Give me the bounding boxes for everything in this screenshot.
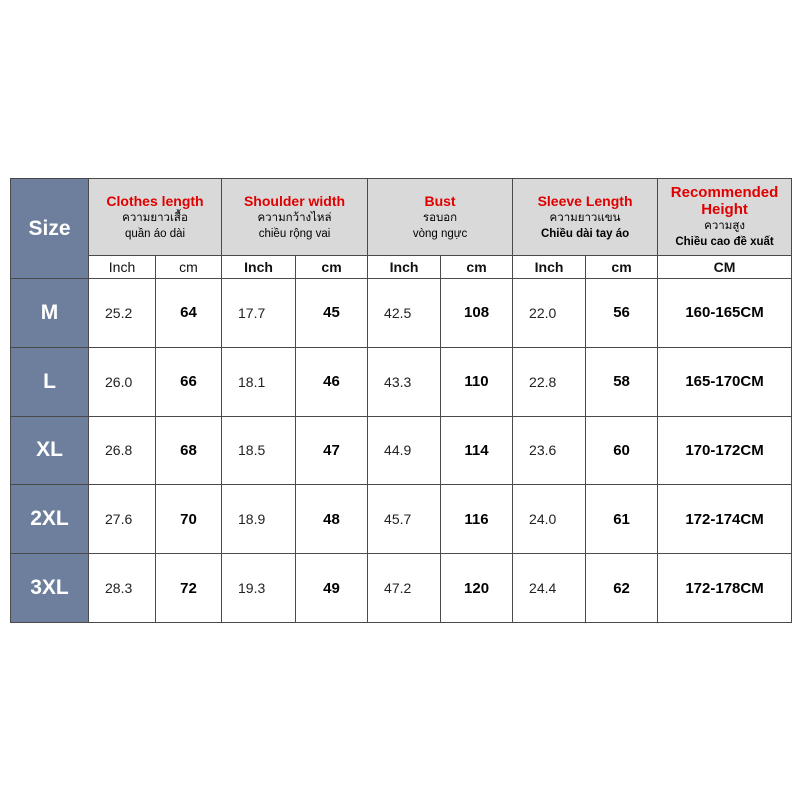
sleeve-length-th: ความยาวแขน — [549, 211, 621, 224]
height-cell: 165-170CM — [658, 347, 792, 416]
bust-cm-cell: 114 — [441, 416, 513, 485]
unit-shoulder-inch: Inch — [222, 256, 296, 279]
height-cell: 160-165CM — [658, 279, 792, 348]
bust-header — [368, 179, 513, 256]
height-cell: 172-174CM — [658, 485, 792, 554]
clothes-inch-cell: 26.8 — [89, 416, 156, 485]
unit-height-cm: CM — [658, 256, 792, 279]
clothes-length-vi: quần áo dài — [124, 227, 186, 240]
clothes-length-title: Clothes length — [106, 192, 204, 209]
shoulder-width-header — [222, 179, 368, 256]
height-cell: 170-172CM — [658, 416, 792, 485]
shoulder-width-th: ความกว้างไหล่ — [257, 211, 332, 224]
shoulder-width-title: Shoulder width — [243, 192, 346, 209]
shoulder-inch-cell: 17.7 — [222, 279, 296, 348]
clothes-cm-cell: 68 — [156, 416, 222, 485]
table-row — [11, 347, 792, 416]
shoulder-inch-cell: 18.9 — [222, 485, 296, 554]
unit-clothes-cm: cm — [156, 256, 222, 279]
sleeve-cm-cell: 58 — [586, 347, 658, 416]
bust-inch-cell: 47.2 — [368, 554, 441, 623]
clothes-cm-cell: 70 — [156, 485, 222, 554]
bust-cm-cell: 120 — [441, 554, 513, 623]
bust-cm-cell: 116 — [441, 485, 513, 554]
table-row — [11, 485, 792, 554]
clothes-cm-cell: 72 — [156, 554, 222, 623]
size-column-header: Size — [11, 179, 89, 279]
clothes-cm-cell: 64 — [156, 279, 222, 348]
sleeve-cm-cell: 62 — [586, 554, 658, 623]
unit-bust-inch: Inch — [368, 256, 441, 279]
sleeve-cm-cell: 61 — [586, 485, 658, 554]
size-chart-table — [10, 178, 792, 623]
bust-title: Bust — [424, 192, 456, 209]
table-row — [11, 416, 792, 485]
sleeve-inch-cell: 24.0 — [513, 485, 586, 554]
bust-cm-cell: 110 — [441, 347, 513, 416]
size-cell: XL — [11, 416, 89, 485]
size-cell: M — [11, 279, 89, 348]
table-row — [11, 554, 792, 623]
size-cell: L — [11, 347, 89, 416]
bust-inch-cell: 45.7 — [368, 485, 441, 554]
unit-shoulder-cm: cm — [296, 256, 368, 279]
shoulder-cm-cell: 45 — [296, 279, 368, 348]
unit-sleeve-cm: cm — [586, 256, 658, 279]
recommended-height-vi: Chiều cao đề xuất — [675, 236, 774, 248]
table-row — [11, 279, 792, 348]
shoulder-cm-cell: 48 — [296, 485, 368, 554]
shoulder-cm-cell: 47 — [296, 416, 368, 485]
size-cell: 2XL — [11, 485, 89, 554]
clothes-inch-cell: 25.2 — [89, 279, 156, 348]
clothes-length-th: ความยาวเสื้อ — [122, 211, 188, 224]
recommended-height-header — [658, 179, 792, 256]
bust-vi: vòng ngực — [412, 227, 468, 240]
sleeve-length-header — [513, 179, 658, 256]
recommended-height-th: ความสูง — [704, 220, 745, 232]
sleeve-cm-cell: 60 — [586, 416, 658, 485]
height-cell: 172-178CM — [658, 554, 792, 623]
sleeve-length-title: Sleeve Length — [537, 192, 633, 209]
clothes-cm-cell: 66 — [156, 347, 222, 416]
clothes-inch-cell: 27.6 — [89, 485, 156, 554]
bust-inch-cell: 43.3 — [368, 347, 441, 416]
bust-inch-cell: 42.5 — [368, 279, 441, 348]
unit-bust-cm: cm — [441, 256, 513, 279]
bust-cm-cell: 108 — [441, 279, 513, 348]
shoulder-inch-cell: 19.3 — [222, 554, 296, 623]
clothes-length-header — [89, 179, 222, 256]
shoulder-width-vi: chiều rộng vai — [258, 227, 331, 240]
bust-inch-cell: 44.9 — [368, 416, 441, 485]
shoulder-cm-cell: 46 — [296, 347, 368, 416]
sleeve-inch-cell: 24.4 — [513, 554, 586, 623]
clothes-inch-cell: 26.0 — [89, 347, 156, 416]
sleeve-inch-cell: 23.6 — [513, 416, 586, 485]
size-cell: 3XL — [11, 554, 89, 623]
unit-sleeve-inch: Inch — [513, 256, 586, 279]
sleeve-length-vi: Chiều dài tay áo — [540, 227, 630, 240]
sleeve-cm-cell: 56 — [586, 279, 658, 348]
clothes-inch-cell: 28.3 — [89, 554, 156, 623]
shoulder-inch-cell: 18.1 — [222, 347, 296, 416]
sleeve-inch-cell: 22.8 — [513, 347, 586, 416]
recommended-height-title: Recommended Height — [670, 184, 779, 218]
bust-th: รอบอก — [422, 211, 458, 224]
sleeve-inch-cell: 22.0 — [513, 279, 586, 348]
unit-clothes-inch: Inch — [89, 256, 156, 279]
shoulder-cm-cell: 49 — [296, 554, 368, 623]
shoulder-inch-cell: 18.5 — [222, 416, 296, 485]
